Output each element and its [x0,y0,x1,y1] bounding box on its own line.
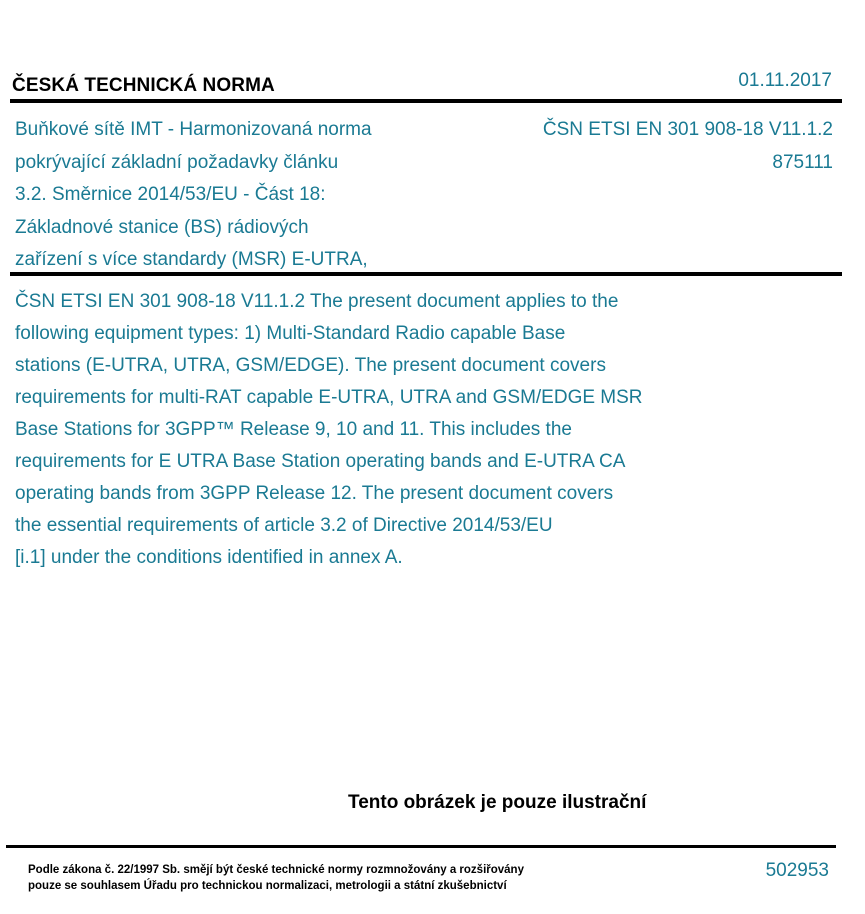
publication-date: 01.11.2017 [738,70,832,91]
header-title: ČESKÁ TECHNICKÁ NORMA [12,75,275,96]
document-number: 502953 [765,860,829,881]
footer-rule [6,845,836,848]
classification-number: 875111 [772,151,833,173]
illustrative-note: Tento obrázek je pouze ilustrační [348,792,647,813]
header-rule [10,99,842,103]
abstract-text: ČSN ETSI EN 301 908-18 V11.1.2 The present document applies to the following equipment types: 1) Multi-Standard Radio capable Base stations (E-UTRA, UTRA, GSM/EDGE). The present document covers requirements for multi-RAT capable E-UTRA, UTRA and GSM/EDGE MSR Base Stations for 3GPP™ Release 9, 10 and 11. This includes the requirements for E UTRA Base Station operating bands and E-UTRA CA operating bands from 3GPP Release 12. The present document covers the essential requirements of article 3.2 of Directive 2014/53/EU [i.1] under the conditions identified in annex A. [15,291,643,568]
standard-identifier [543,114,833,179]
standard-designation: ČSN ETSI EN 301 908-18 V11.1.2 [542,119,833,140]
legal-note: Podle zákona č. 22/1997 Sb. smějí být české technické normy rozmnožovány a rozšiřovány pouze se souhlasem Úřadu pro technickou normalizaci, metrologii a státní zkušebnictví [28,864,524,892]
standard-title: Buňkové sítě IMT - Harmonizovaná norma pokrývající základní požadavky článku 3.2. Směrnice 2014/53/EU - Část 18: Základnové stanice (BS) rádiových zařízení s více standardy (MSR) E-UTRA, [15,119,372,270]
title-rule [10,272,842,276]
